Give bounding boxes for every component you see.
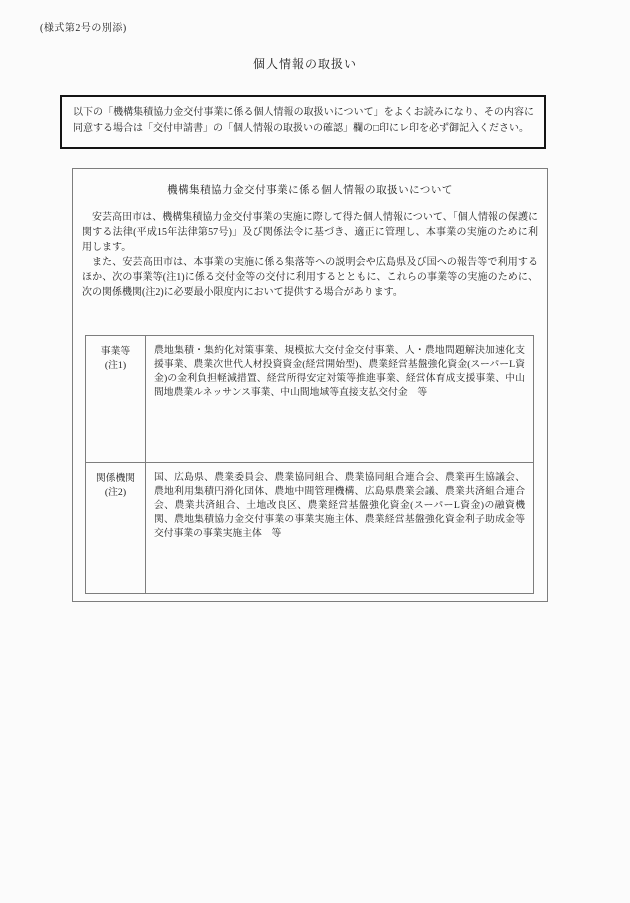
row-content-projects: 農地集積・集約化対策事業、規模拡大交付金交付事業、人・農地問題解決加速化支援事業、農業次世代人材投資資金(経営開始型)、農業経営基盤強化資金(スーパーL資金)の金利負担軽減措置、経営所得安定対策等推進事業、経営体育成支援事業、中山間地農業ルネッサンス事業、中山間地域等直接支払交付金 等: [146, 336, 534, 463]
related-info-table: [85, 335, 534, 594]
privacy-policy-body: [82, 210, 538, 300]
row-header-note: (注1): [104, 360, 127, 371]
table-row-projects: [86, 336, 534, 463]
row-header-organizations: [86, 463, 146, 594]
policy-paragraph-1: 安芸高田市は、機構集積協力金交付事業の実施に際して得た個人情報について、「個人情報の保護に関する法律(平成15年法律第57号)」及び関係法令に基づき、適正に管理し、本事業の実施のために利用します。: [82, 212, 538, 253]
policy-paragraph-2: また、安芸高田市は、本事業の実施に係る集落等への説明会や広島県及び国への報告等で利用するほか、次の事業等(注1)に係る交付金等の交付に利用するとともに、これらの事業等の実施のために、次の関係機関(注2)に必要最小限度内において提供する場合があります。: [82, 257, 538, 298]
notice-text: 以下の「機構集積協力金交付事業に係る個人情報の取扱いについて」をよくお読みになり、その内容に同意する場合は「交付申請書」の「個人情報の取扱いの確認」欄の□印にレ印を必ず御記入ください。: [73, 107, 534, 134]
privacy-policy-box: [72, 168, 548, 602]
notice-box: [60, 95, 546, 149]
row-header-label: 事業等: [100, 346, 131, 357]
privacy-policy-title: 機構集積協力金交付事業に係る個人情報の取扱いについて: [167, 185, 453, 196]
row-content-organizations: 国、広島県、農業委員会、農業協同組合、農業協同組合連合会、農業再生協議会、農地利用集積円滑化団体、農地中間管理機構、広島県農業会議、農業共済組合連合会、農業共済組合、土地改良区、農業経営基盤強化資金(スーパーL資金)の融資機関、農地集積協力金交付事業の事業実施主体、農業経営基盤強化資金利子助成金等交付事業の事業実施主体 等: [146, 463, 534, 594]
form-number-label: (様式第2号の別添): [40, 23, 127, 34]
table-row-organizations: [86, 463, 534, 594]
page-title: 個人情報の取扱い: [252, 57, 357, 71]
row-header-label: 関係機関: [95, 473, 136, 484]
row-header-projects: [86, 336, 146, 463]
row-header-note: (注2): [104, 487, 127, 498]
